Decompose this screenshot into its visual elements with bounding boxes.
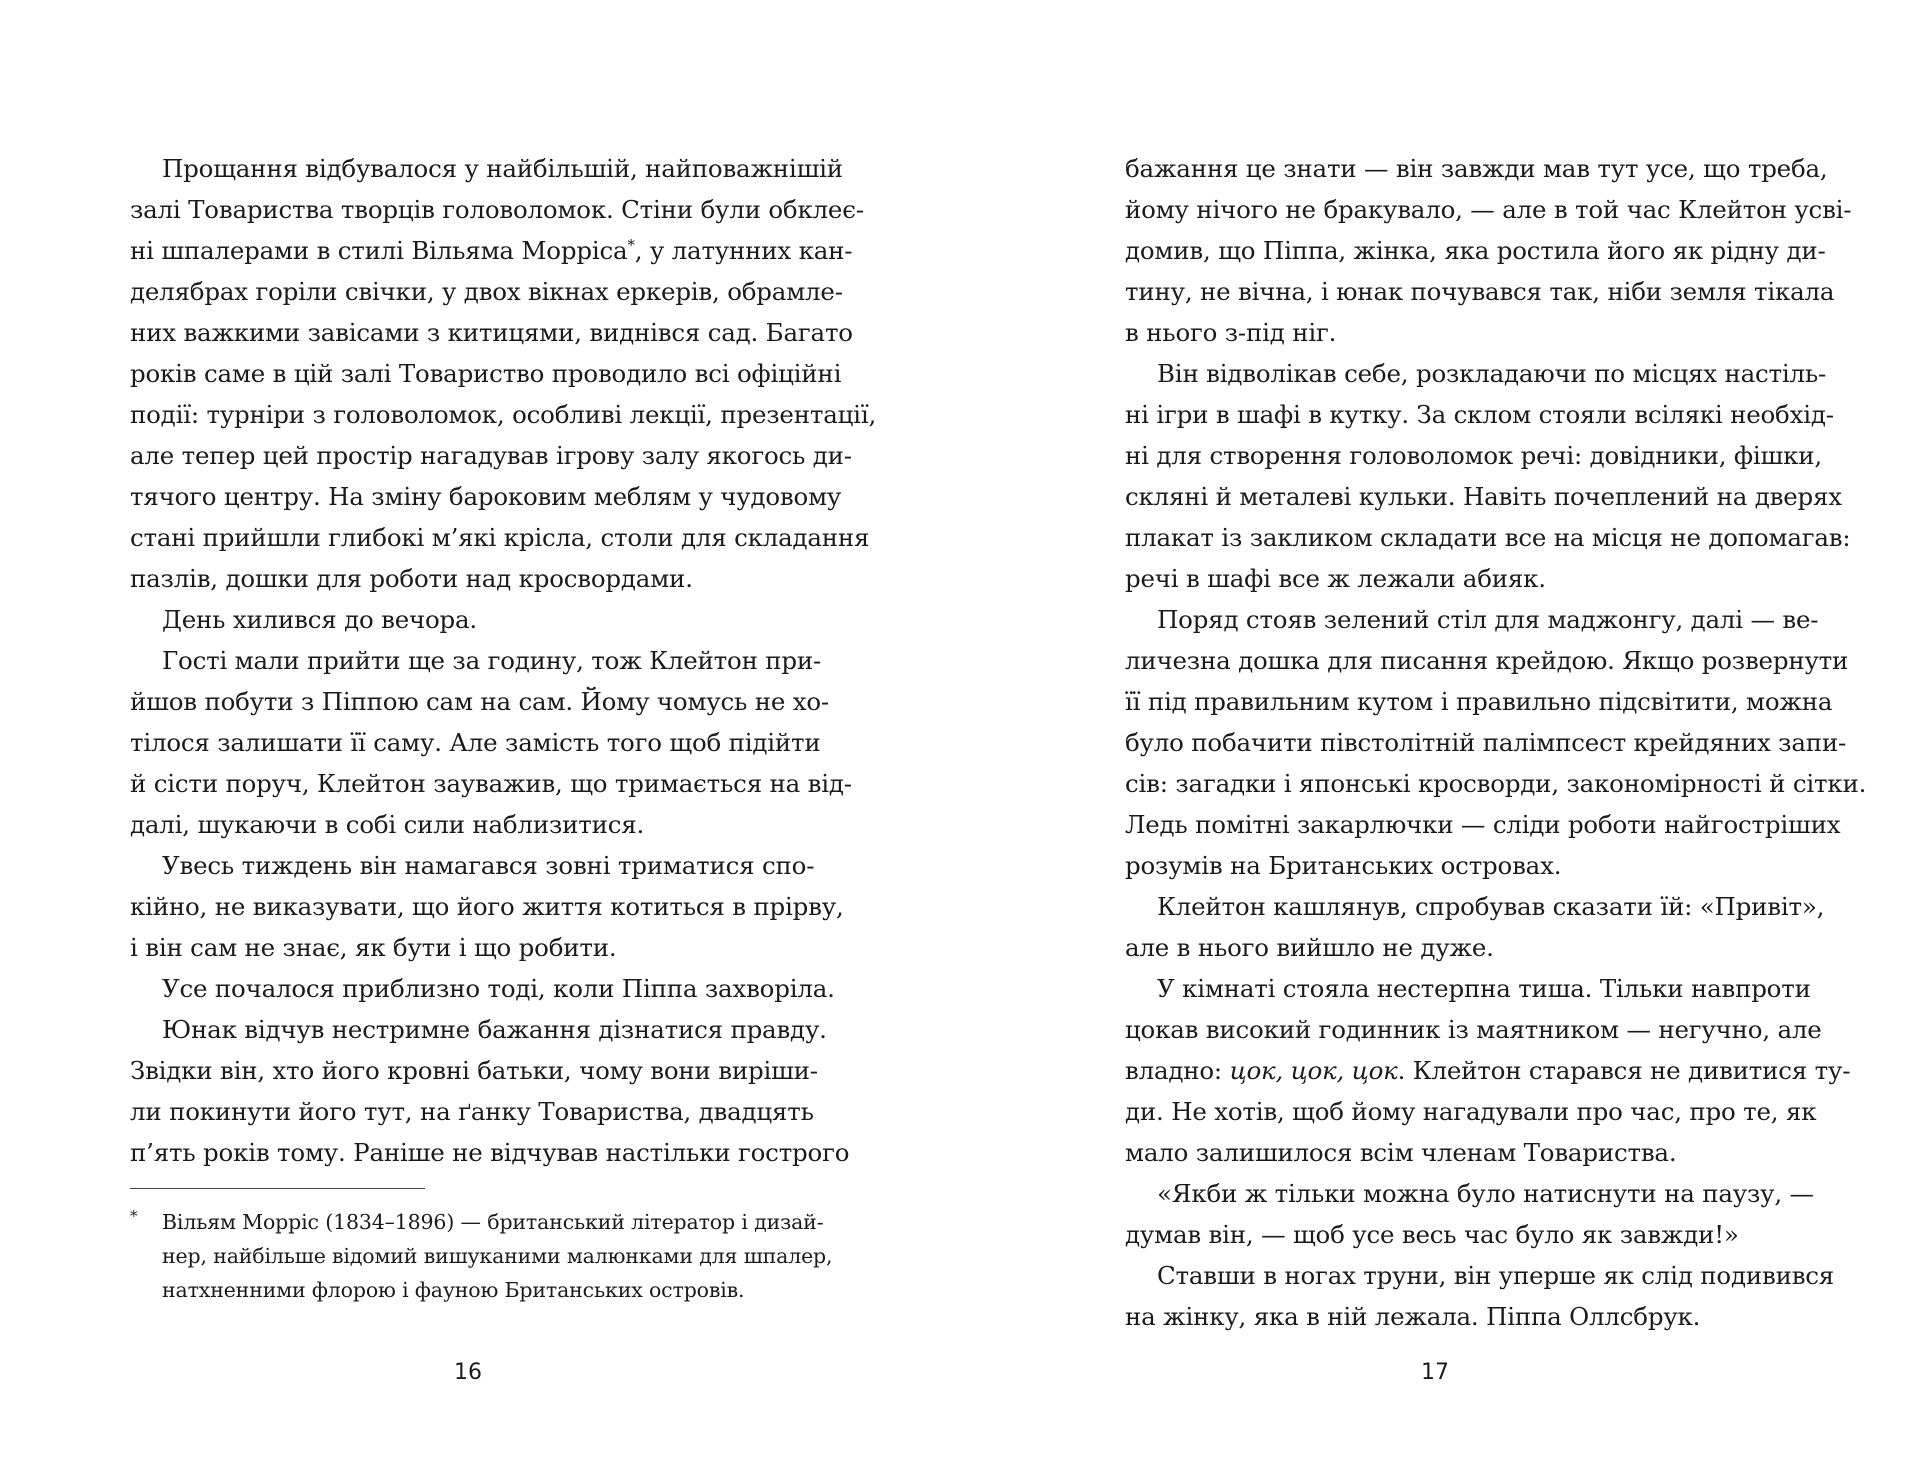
text-line: Усе почалося приблизно тоді, коли Піппа захворіла. bbox=[162, 974, 835, 1003]
left-page-text bbox=[130, 148, 877, 1173]
text-line: п’ять років тому. Раніше не відчував настільки гострого bbox=[130, 1138, 850, 1167]
text-line: Гості мали прийти ще за годину, тож Клейтон при- bbox=[162, 646, 822, 675]
text-line: років саме в цій залі Товариство проводило всі офіційні bbox=[130, 359, 842, 388]
text-fragment: , у латунних кан- bbox=[634, 236, 853, 265]
text-line: думав він, — щоб усе весь час було як завжди!» bbox=[1125, 1220, 1739, 1249]
text-line: тину, не вічна, і юнак почувався так, ніби земля тікала bbox=[1125, 277, 1835, 306]
text-line: й сісти поруч, Клейтон зауважив, що тримається на від- bbox=[130, 769, 852, 798]
text-line: події: турніри з головоломок, особливі лекції, презентації, bbox=[130, 400, 877, 429]
text-line: домив, що Піппа, жінка, яка ростила його як рідну ди- bbox=[1125, 236, 1826, 265]
text-line: йшов побути з Піппою сам на сам. Йому чомусь не хо- bbox=[130, 687, 829, 716]
text-line: День хилився до вечора. bbox=[162, 605, 478, 634]
text-line: Увесь тиждень він намагався зовні триматися спо- bbox=[162, 851, 815, 880]
text-line: тілося залишати її саму. Але замість того щоб підійти bbox=[130, 728, 821, 757]
text-line: розумів на Британських островах. bbox=[1125, 851, 1562, 880]
text-line: йому нічого не бракувало, — але в той час Клейтон усві- bbox=[1125, 195, 1852, 224]
text-fragment: ні шпалерами в стилі Вільяма Морріса bbox=[130, 236, 628, 265]
text-fragment: владно: bbox=[1125, 1056, 1230, 1085]
text-line: ні ігри в шафі в кутку. За склом стояли всілякі необхід- bbox=[1125, 400, 1834, 429]
page-number: 17 bbox=[1421, 1360, 1449, 1385]
text-line: Він відволікав себе, розкладаючи по місцях настіль- bbox=[1157, 359, 1827, 388]
text-line: Звідки він, хто його кровні батьки, чому вони виріши- bbox=[130, 1056, 818, 1085]
footnote bbox=[130, 1205, 833, 1307]
footnote-divider bbox=[130, 1188, 425, 1189]
text-line: тячого центру. На зміну бароковим меблям у чудовому bbox=[130, 482, 842, 511]
text-line: скляні й металеві кульки. Навіть почеплений на дверях bbox=[1125, 482, 1842, 511]
text-line: Поряд стояв зелений стіл для маджонгу, далі — ве- bbox=[1157, 605, 1819, 634]
text-line: Клейтон кашлянув, спробував сказати їй: «Привіт», bbox=[1157, 892, 1825, 921]
text-line: Юнак відчув нестримне бажання дізнатися правду. bbox=[162, 1015, 827, 1044]
footnote-line: нер, найбільше відомий вишуканими малюнками для шпалер, bbox=[162, 1244, 833, 1268]
footnote-line: Вільям Морріс (1834–1896) — британський літератор і дизай- bbox=[162, 1210, 824, 1234]
text-line: мало залишилося всім членам Товариства. bbox=[1125, 1138, 1677, 1167]
text-line: ні для створення головоломок речі: довідники, фішки, bbox=[1125, 441, 1822, 470]
footnote-reference: * bbox=[627, 235, 635, 254]
text-line: бажання це знати — він завжди мав тут усе, що треба, bbox=[1125, 154, 1828, 183]
text-line bbox=[1125, 1050, 1851, 1091]
text-line: У кімнаті стояла нестерпна тиша. Тільки навпроти bbox=[1157, 974, 1811, 1003]
text-line: далі, шукаючи в собі сили наблизитися. bbox=[130, 810, 645, 839]
text-line: делябрах горіли свічки, у двох вікнах еркерів, обрамле- bbox=[130, 277, 843, 306]
text-line: сів: загадки і японські кросворди, закономірності й сітки. bbox=[1125, 769, 1867, 798]
text-line: плакат із закликом складати все на місця не допомагав: bbox=[1125, 523, 1851, 552]
text-line: залі Товариства творців головоломок. Стіни були обклеє- bbox=[130, 195, 864, 224]
text-fragment: . Клейтон старався не дивитися ту- bbox=[1397, 1056, 1851, 1085]
italic-text: цок, цок, цок bbox=[1229, 1056, 1398, 1085]
text-line: Ставши в ногах труни, він уперше як слід подивився bbox=[1157, 1261, 1835, 1290]
right-page-text bbox=[1125, 148, 1867, 1337]
footnote-mark: * bbox=[130, 1207, 138, 1225]
text-line: ли покинути його тут, на ґанку Товариства, двадцять bbox=[130, 1097, 814, 1126]
text-line: Прощання відбувалося у найбільшій, найповажнішій bbox=[162, 154, 843, 183]
text-line: але в нього вийшло не дуже. bbox=[1125, 933, 1494, 962]
text-line: але тепер цей простір нагадував ігрову залу якогось ди- bbox=[130, 441, 852, 470]
text-line: на жінку, яка в ній лежала. Піппа Оллсбрук. bbox=[1125, 1302, 1701, 1331]
text-line: її під правильним кутом і правильно підсвітити, можна bbox=[1125, 687, 1833, 716]
text-line: речі в шафі все ж лежали абияк. bbox=[1125, 564, 1546, 593]
text-line: в нього з-під ніг. bbox=[1125, 318, 1337, 347]
text-line: цокав високий годинник із маятником — негучно, але bbox=[1125, 1015, 1822, 1044]
text-line: ди. Не хотів, щоб йому нагадували про час, про те, як bbox=[1125, 1097, 1817, 1126]
text-line: них важкими завісами з китицями, виднівся сад. Багато bbox=[130, 318, 853, 347]
text-line: Ледь помітні закарлючки — сліди роботи найгостріших bbox=[1125, 810, 1841, 839]
text-line: і він сам не знає, як бути і що робити. bbox=[130, 933, 617, 962]
text-line: пазлів, дошки для роботи над кросвордами. bbox=[130, 564, 693, 593]
text-line: «Якби ж тільки можна було натиснути на паузу, — bbox=[1157, 1179, 1814, 1208]
right-page bbox=[960, 0, 1920, 1477]
text-line: личезна дошка для писання крейдою. Якщо розвернути bbox=[1125, 646, 1849, 675]
text-line: було побачити півстолітній палімпсест крейдяних запи- bbox=[1125, 728, 1847, 757]
text-line: стані прийшли глибокі м’які крісла, столи для складання bbox=[130, 523, 870, 552]
page-number: 16 bbox=[454, 1360, 482, 1385]
text-line bbox=[130, 230, 853, 271]
footnote-line: натхненними флорою і фауною Британських островів. bbox=[162, 1278, 745, 1302]
text-line: кійно, не виказувати, що його життя котиться в прірву, bbox=[130, 892, 844, 921]
